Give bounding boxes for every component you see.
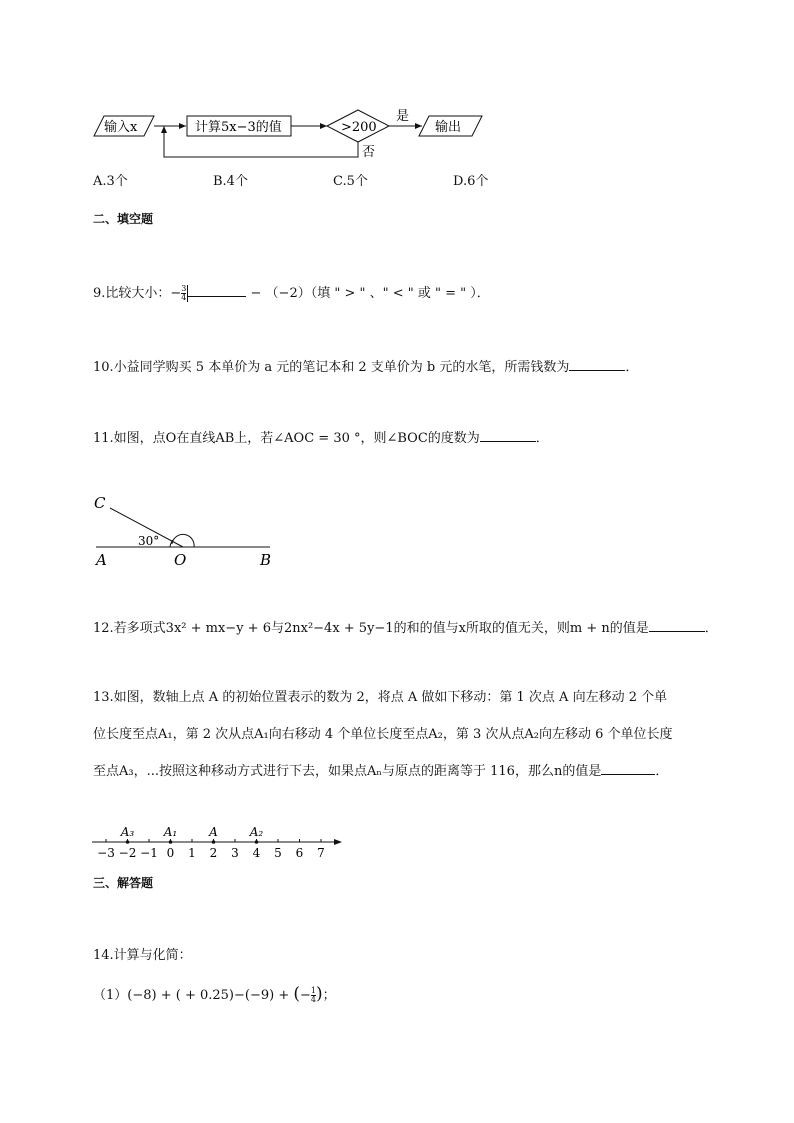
flowchart-input-label: 输入x [104, 120, 138, 135]
question-13-line3 [93, 762, 668, 781]
q9-frac-den: 4 [181, 293, 187, 302]
number-line-tick-label: 3 [231, 846, 239, 860]
number-line-tick-label: −1 [140, 846, 158, 860]
number-line-point-label: A₃ [120, 825, 135, 839]
flowchart [90, 104, 490, 164]
label-c: C [94, 494, 106, 512]
number-line-tick-label: 2 [209, 846, 218, 860]
option-d: D.6个 [453, 174, 489, 189]
flowchart-condition-label: >200 [341, 120, 377, 135]
q9-fraction [181, 285, 188, 302]
q14-paren-open: ( [293, 984, 300, 1004]
section-title-fill-blank: 二、填空题 [93, 212, 154, 226]
number-line-point [212, 840, 216, 844]
question-13-line2: 位长度至点A₁，第 2 次从点A₁向右移动 4 个单位长度至点A₂，第 3 次从点A₂向左移动 6 个单位长度 [93, 727, 673, 742]
flowchart-yes-label: 是 [396, 109, 410, 124]
angle-figure [90, 488, 280, 572]
label-a: A [96, 551, 107, 569]
q14-frac-den: 4 [310, 995, 316, 1004]
q14-frac-num: 1 [310, 986, 316, 995]
q10-end: ． [625, 360, 639, 375]
flowchart-output-label: 输出 [435, 120, 462, 135]
label-b: B [260, 551, 272, 569]
q9-suffix: − （−2）（填 " > " 、" < " 或 " = " ）． [246, 286, 490, 301]
number-line-point [255, 840, 259, 844]
number-line-tick-label: 5 [274, 846, 282, 860]
option-c: C.5个 [333, 174, 368, 189]
question-14-part1 [93, 985, 336, 1005]
question-14-title: 14.计算与化简： [93, 948, 192, 963]
option-a: A.3个 [93, 174, 128, 189]
q10-text: 10.小益同学购买 5 本单价为 a 元的笔记本和 2 支单价为 b 元的水笔，所需钱数为 [93, 360, 570, 375]
flowchart-compute-label: 计算5x−3的值 [195, 120, 282, 135]
q12-text: 12.若多项式3x² + mx−y + 6与2nx²−4x + 5y−1的和的值与x所取的值无关，则m + n的值是 [93, 621, 649, 636]
question-10 [93, 358, 638, 377]
number-line-point-label: A₂ [249, 825, 264, 839]
q11-text: 11.如图，点O在直线AB上，若∠AOC = 30 °，则∠BOC的度数为 [93, 431, 480, 446]
option-b: B.4个 [213, 174, 248, 189]
number-line [90, 822, 350, 864]
number-line-tick-label: −2 [118, 846, 137, 860]
number-line-arrow [334, 839, 342, 845]
number-line-point-label: A₁ [163, 825, 178, 839]
q14-neg: − [299, 988, 311, 1003]
q11-end: ． [535, 431, 549, 446]
flowchart-no-label: 否 [362, 145, 376, 160]
q12-blank[interactable] [649, 619, 705, 632]
q9-frac-num: 3 [181, 284, 187, 293]
question-12 [93, 619, 718, 638]
q14-end: ； [322, 988, 336, 1003]
label-o: O [174, 551, 187, 569]
question-11 [93, 429, 549, 448]
q11-blank[interactable] [480, 429, 536, 442]
q9-prefix: 9.比较大小：− [93, 286, 182, 301]
question-9 [93, 284, 490, 303]
section-title-answer: 三、解答题 [93, 876, 154, 890]
number-line-tick-label: 6 [295, 846, 304, 860]
q13-blank[interactable] [601, 762, 655, 775]
angle-arc-outer [172, 534, 194, 547]
q9-blank[interactable] [188, 284, 246, 297]
q14-paren-close: ) [315, 984, 323, 1004]
number-line-tick-label: 4 [252, 846, 261, 860]
number-line-tick-label: 0 [166, 846, 175, 860]
number-line-tick-label: −3 [97, 846, 115, 860]
number-line-point [169, 840, 173, 844]
number-line-tick-label: 7 [317, 846, 325, 860]
label-angle: 30° [138, 534, 160, 548]
q13-end: ． [655, 764, 669, 779]
number-line-point [126, 840, 130, 844]
question-13-line1: 13.如图，数轴上点 A 的初始位置表示的数为 2，将点 A 做如下移动：第 1 次点 A 向左移动 2 个单 [93, 690, 668, 705]
q14-part1-prefix: （1）(−8) + ( + 0.25)−(−9) + [93, 988, 294, 1003]
q10-blank[interactable] [569, 358, 625, 371]
number-line-tick-label: 1 [188, 846, 196, 860]
number-line-point-label: A [209, 825, 218, 839]
q12-end: ． [704, 621, 718, 636]
q13-line3-text: 至点A₃，...按照这种移动方式进行下去，如果点Aₙ与原点的距离等于 116，那么n的值是 [93, 764, 602, 779]
